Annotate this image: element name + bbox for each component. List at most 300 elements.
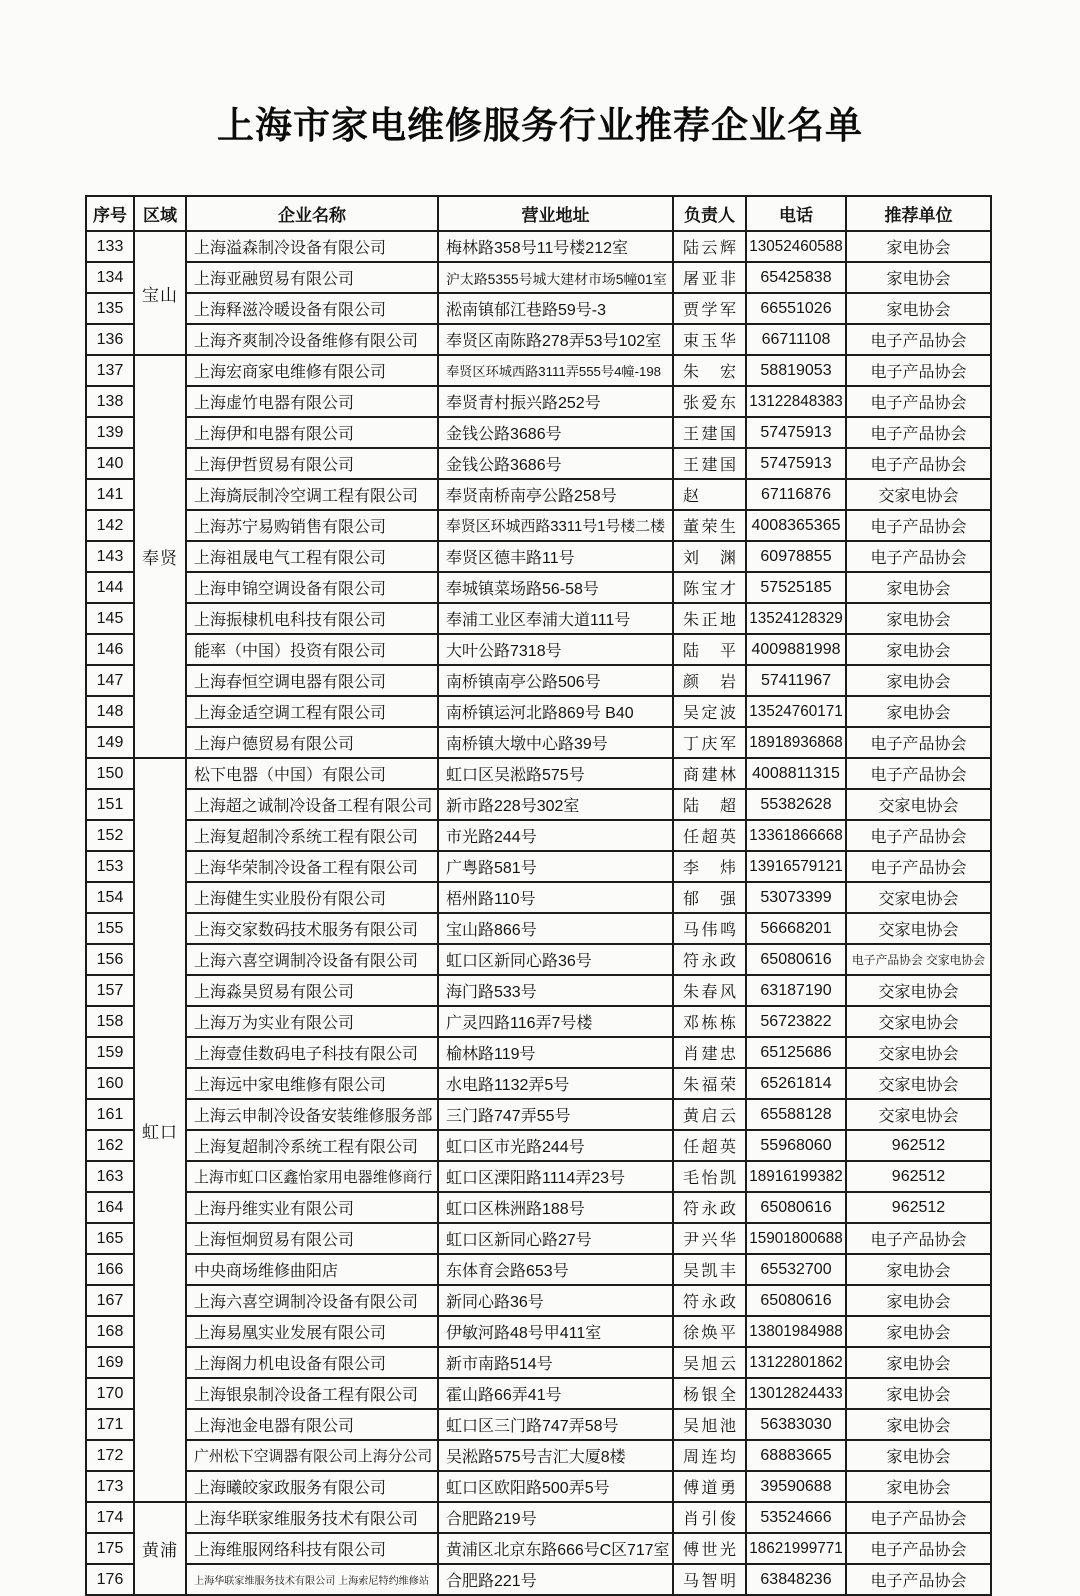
contact-person-cell: 王建国 [673, 448, 746, 479]
recommender-cell: 电子产品协会 交家电协会 [846, 944, 991, 975]
contact-person-cell: 任超英 [673, 1130, 746, 1161]
address-cell: 虹口区欧阳路500弄5号 [438, 1471, 673, 1502]
contact-person-cell: 黄启云 [673, 1099, 746, 1130]
recommender-cell: 交家电协会 [846, 975, 991, 1006]
contact-person-cell: 吴凯丰 [673, 1254, 746, 1285]
company-name-cell: 上海池金电器有限公司 [186, 1409, 438, 1440]
company-name-cell: 上海虚竹电器有限公司 [186, 386, 438, 417]
row-number-cell: 148 [86, 696, 134, 727]
row-number-cell: 162 [86, 1130, 134, 1161]
recommender-cell: 家电协会 [846, 665, 991, 696]
contact-person-cell: 陆云辉 [673, 231, 746, 262]
address-cell: 淞南镇郁江巷路59号-3 [438, 293, 673, 324]
address-cell: 水电路1132弄5号 [438, 1068, 673, 1099]
company-name-cell: 上海远中家电维修有限公司 [186, 1068, 438, 1099]
phone-cell: 18918936868 [746, 727, 846, 758]
table-row [86, 975, 991, 1006]
table-row [86, 758, 991, 789]
company-table-body [86, 231, 991, 1595]
phone-cell: 60978855 [746, 541, 846, 572]
contact-person-cell: 马智明 [673, 1564, 746, 1595]
address-cell: 虹口区市光路244号 [438, 1130, 673, 1161]
contact-person-cell: 吴旭云 [673, 1347, 746, 1378]
recommender-cell: 交家电协会 [846, 789, 991, 820]
row-number-cell: 158 [86, 1006, 134, 1037]
address-cell: 奉贤区南陈路278弄53号102室 [438, 324, 673, 355]
address-cell: 虹口区吴淞路575号 [438, 758, 673, 789]
company-name-cell: 上海金适空调工程有限公司 [186, 696, 438, 727]
table-row [86, 1378, 991, 1409]
contact-person-cell: 傅道勇 [673, 1471, 746, 1502]
recommender-cell: 电子产品协会 [846, 355, 991, 386]
row-number-cell: 139 [86, 417, 134, 448]
address-cell: 广粤路581号 [438, 851, 673, 882]
address-cell: 南桥镇大墩中心路39号 [438, 727, 673, 758]
phone-cell: 13916579121 [746, 851, 846, 882]
phone-cell: 13361866668 [746, 820, 846, 851]
phone-cell: 4009881998 [746, 634, 846, 665]
recommender-cell: 交家电协会 [846, 1006, 991, 1037]
row-number-cell: 157 [86, 975, 134, 1006]
address-cell: 奉贤南桥南亭公路258号 [438, 479, 673, 510]
recommender-cell: 电子产品协会 [846, 1223, 991, 1254]
recommender-cell: 家电协会 [846, 603, 991, 634]
phone-cell: 65080616 [746, 1192, 846, 1223]
contact-person-cell: 郁 强 [673, 882, 746, 913]
address-cell: 合肥路219号 [438, 1502, 673, 1533]
address-cell: 新市路228号302室 [438, 789, 673, 820]
phone-cell: 13801984988 [746, 1316, 846, 1347]
phone-cell: 13524128329 [746, 603, 846, 634]
company-name-cell: 上海春恒空调电器有限公司 [186, 665, 438, 696]
company-name-cell: 上海苏宁易购销售有限公司 [186, 510, 438, 541]
row-number-cell: 146 [86, 634, 134, 665]
recommender-cell: 电子产品协会 [846, 417, 991, 448]
contact-person-cell: 丁庆军 [673, 727, 746, 758]
contact-person-cell: 马伟鸣 [673, 913, 746, 944]
phone-cell: 65125686 [746, 1037, 846, 1068]
table-row [86, 231, 991, 262]
table-row [86, 1130, 991, 1161]
table-row [86, 510, 991, 541]
contact-person-cell: 吴旭池 [673, 1409, 746, 1440]
recommender-cell: 电子产品协会 [846, 1564, 991, 1595]
company-name-cell: 上海复超制冷系统工程有限公司 [186, 820, 438, 851]
company-name-cell: 上海宏商家电维修有限公司 [186, 355, 438, 386]
row-number-cell: 163 [86, 1161, 134, 1192]
contact-person-cell: 陆 平 [673, 634, 746, 665]
row-number-cell: 140 [86, 448, 134, 479]
phone-cell: 56668201 [746, 913, 846, 944]
contact-person-cell: 束玉华 [673, 324, 746, 355]
row-number-cell: 166 [86, 1254, 134, 1285]
table-row [86, 1440, 991, 1471]
company-name-cell: 上海户德贸易有限公司 [186, 727, 438, 758]
table-row [86, 541, 991, 572]
address-cell: 虹口区新同心路36号 [438, 944, 673, 975]
contact-person-cell: 陆 超 [673, 789, 746, 820]
company-name-cell: 上海六喜空调制冷设备有限公司 [186, 1285, 438, 1316]
address-cell: 奉城镇菜场路56-58号 [438, 572, 673, 603]
contact-person-cell: 朱福荣 [673, 1068, 746, 1099]
table-row [86, 1254, 991, 1285]
phone-cell: 13524760171 [746, 696, 846, 727]
table-row [86, 851, 991, 882]
company-name-cell: 上海阁力机电设备有限公司 [186, 1347, 438, 1378]
table-row [86, 913, 991, 944]
table-row [86, 1564, 991, 1595]
recommender-cell: 家电协会 [846, 231, 991, 262]
address-cell: 新市南路514号 [438, 1347, 673, 1378]
address-cell: 奉浦工业区奉浦大道111号 [438, 603, 673, 634]
phone-cell: 65080616 [746, 944, 846, 975]
phone-cell: 65532700 [746, 1254, 846, 1285]
company-name-cell: 松下电器（中国）有限公司 [186, 758, 438, 789]
recommender-cell: 交家电协会 [846, 1037, 991, 1068]
table-row [86, 1285, 991, 1316]
table-row [86, 1347, 991, 1378]
row-number-cell: 136 [86, 324, 134, 355]
phone-cell: 56723822 [746, 1006, 846, 1037]
recommender-cell: 962512 [846, 1161, 991, 1192]
company-name-cell: 上海旖辰制冷空调工程有限公司 [186, 479, 438, 510]
address-cell: 黄浦区北京东路666号C区717室 [438, 1533, 673, 1564]
recommender-cell: 交家电协会 [846, 1099, 991, 1130]
recommender-cell: 家电协会 [846, 1254, 991, 1285]
row-number-cell: 160 [86, 1068, 134, 1099]
address-cell: 梧州路110号 [438, 882, 673, 913]
table-row [86, 324, 991, 355]
row-number-cell: 175 [86, 1533, 134, 1564]
company-name-cell: 上海恒炯贸易有限公司 [186, 1223, 438, 1254]
phone-cell: 4008365365 [746, 510, 846, 541]
phone-cell: 39590688 [746, 1471, 846, 1502]
company-name-cell: 上海华联家维服务技术有限公司 [186, 1502, 438, 1533]
contact-person-cell: 周连均 [673, 1440, 746, 1471]
address-cell: 合肥路221号 [438, 1564, 673, 1595]
company-name-cell: 上海市虹口区鑫怡家用电器维修商行 [186, 1161, 438, 1192]
address-cell: 吴淞路575号吉汇大厦8楼 [438, 1440, 673, 1471]
row-number-cell: 174 [86, 1502, 134, 1533]
recommender-cell: 家电协会 [846, 1285, 991, 1316]
row-number-cell: 138 [86, 386, 134, 417]
table-row [86, 417, 991, 448]
table-row [86, 1068, 991, 1099]
recommender-cell: 电子产品协会 [846, 386, 991, 417]
table-row [86, 1223, 991, 1254]
row-number-cell: 142 [86, 510, 134, 541]
recommender-cell: 电子产品协会 [846, 727, 991, 758]
recommender-cell: 电子产品协会 [846, 820, 991, 851]
recommender-cell: 交家电协会 [846, 479, 991, 510]
address-cell: 新同心路36号 [438, 1285, 673, 1316]
company-name-cell: 上海银泉制冷设备工程有限公司 [186, 1378, 438, 1409]
row-number-cell: 150 [86, 758, 134, 789]
address-cell: 南桥镇南亭公路506号 [438, 665, 673, 696]
table-row [86, 386, 991, 417]
row-number-cell: 143 [86, 541, 134, 572]
table-row [86, 789, 991, 820]
recommender-cell: 家电协会 [846, 1316, 991, 1347]
phone-cell: 56383030 [746, 1409, 846, 1440]
contact-person-cell: 朱 宏 [673, 355, 746, 386]
contact-person-cell: 赵 [673, 479, 746, 510]
contact-person-cell: 颜 岩 [673, 665, 746, 696]
table-row [86, 1409, 991, 1440]
table-row [86, 1192, 991, 1223]
row-number-cell: 173 [86, 1471, 134, 1502]
contact-person-cell: 符永政 [673, 1285, 746, 1316]
recommender-cell: 电子产品协会 [846, 758, 991, 789]
row-number-cell: 144 [86, 572, 134, 603]
row-number-cell: 161 [86, 1099, 134, 1130]
address-cell: 海门路533号 [438, 975, 673, 1006]
contact-person-cell: 杨银全 [673, 1378, 746, 1409]
table-row [86, 1533, 991, 1564]
row-number-cell: 151 [86, 789, 134, 820]
recommender-cell: 家电协会 [846, 262, 991, 293]
phone-cell: 67116876 [746, 479, 846, 510]
recommender-cell: 家电协会 [846, 1378, 991, 1409]
address-cell: 梅林路358号11号楼212室 [438, 231, 673, 262]
company-name-cell: 中央商场维修曲阳店 [186, 1254, 438, 1285]
row-number-cell: 152 [86, 820, 134, 851]
company-name-cell: 上海华联家维服务技术有限公司 上海索尼特约维修站 [186, 1564, 438, 1595]
company-name-cell: 上海祖晟电气工程有限公司 [186, 541, 438, 572]
contact-person-cell: 董荣生 [673, 510, 746, 541]
row-number-cell: 133 [86, 231, 134, 262]
company-name-cell: 上海释滋冷暖设备有限公司 [186, 293, 438, 324]
recommender-cell: 交家电协会 [846, 913, 991, 944]
phone-cell: 57525185 [746, 572, 846, 603]
address-cell: 沪太路5355号城大建材市场5幢01室 [438, 262, 673, 293]
row-number-cell: 164 [86, 1192, 134, 1223]
address-cell: 金钱公路3686号 [438, 448, 673, 479]
row-number-cell: 167 [86, 1285, 134, 1316]
row-number-cell: 147 [86, 665, 134, 696]
row-number-cell: 165 [86, 1223, 134, 1254]
phone-cell: 68883665 [746, 1440, 846, 1471]
contact-person-cell: 肖建忠 [673, 1037, 746, 1068]
phone-cell: 65588128 [746, 1099, 846, 1130]
phone-cell: 13012824433 [746, 1378, 846, 1409]
table-row [86, 1037, 991, 1068]
address-cell: 三门路747弄55号 [438, 1099, 673, 1130]
contact-person-cell: 商建林 [673, 758, 746, 789]
address-cell: 虹口区株洲路188号 [438, 1192, 673, 1223]
row-number-cell: 176 [86, 1564, 134, 1595]
company-name-cell: 上海伊哲贸易有限公司 [186, 448, 438, 479]
header-cell-phone: 电话 [746, 196, 846, 231]
company-name-cell: 上海健生实业股份有限公司 [186, 882, 438, 913]
address-cell: 奉贤区环城西路3311号1号楼二楼 [438, 510, 673, 541]
row-number-cell: 171 [86, 1409, 134, 1440]
row-number-cell: 149 [86, 727, 134, 758]
contact-person-cell: 邓栋栋 [673, 1006, 746, 1037]
header-cell-recommender: 推荐单位 [846, 196, 991, 231]
table-row [86, 696, 991, 727]
company-name-cell: 上海齐爽制冷设备维修有限公司 [186, 324, 438, 355]
phone-cell: 4008811315 [746, 758, 846, 789]
table-row [86, 634, 991, 665]
row-number-cell: 156 [86, 944, 134, 975]
phone-cell: 13122801862 [746, 1347, 846, 1378]
row-number-cell: 159 [86, 1037, 134, 1068]
row-number-cell: 172 [86, 1440, 134, 1471]
recommender-cell: 家电协会 [846, 1409, 991, 1440]
address-cell: 大叶公路7318号 [438, 634, 673, 665]
company-name-cell: 广州松下空调器有限公司上海分公司 [186, 1440, 438, 1471]
table-row [86, 665, 991, 696]
phone-cell: 65425838 [746, 262, 846, 293]
row-number-cell: 154 [86, 882, 134, 913]
address-cell: 榆林路119号 [438, 1037, 673, 1068]
header-cell-company: 企业名称 [186, 196, 438, 231]
company-name-cell: 上海易凰实业发展有限公司 [186, 1316, 438, 1347]
recommender-cell: 家电协会 [846, 1471, 991, 1502]
recommender-cell: 电子产品协会 [846, 510, 991, 541]
contact-person-cell: 毛怡凯 [673, 1161, 746, 1192]
row-number-cell: 137 [86, 355, 134, 386]
table-row [86, 448, 991, 479]
header-cell-no: 序号 [86, 196, 134, 231]
table-row [86, 1161, 991, 1192]
table-row [86, 572, 991, 603]
recommender-cell: 家电协会 [846, 696, 991, 727]
row-number-cell: 170 [86, 1378, 134, 1409]
contact-person-cell: 刘 渊 [673, 541, 746, 572]
page-title: 上海市家电维修服务行业推荐企业名单 [217, 105, 863, 146]
table-row [86, 355, 991, 386]
address-cell: 宝山路866号 [438, 913, 673, 944]
company-name-cell: 上海复超制冷系统工程有限公司 [186, 1130, 438, 1161]
table-row [86, 262, 991, 293]
company-name-cell: 上海壹佳数码电子科技有限公司 [186, 1037, 438, 1068]
header-cell-address: 营业地址 [438, 196, 673, 231]
phone-cell: 15901800688 [746, 1223, 846, 1254]
table-row [86, 1471, 991, 1502]
phone-cell: 66551026 [746, 293, 846, 324]
phone-cell: 63187190 [746, 975, 846, 1006]
row-number-cell: 145 [86, 603, 134, 634]
address-cell: 虹口区溧阳路1114弄23号 [438, 1161, 673, 1192]
phone-cell: 66711108 [746, 324, 846, 355]
table-row [86, 820, 991, 851]
company-name-cell: 上海申锦空调设备有限公司 [186, 572, 438, 603]
recommender-cell: 电子产品协会 [846, 851, 991, 882]
phone-cell: 63848236 [746, 1564, 846, 1595]
header-cell-region: 区域 [134, 196, 186, 231]
recommender-cell: 电子产品协会 [846, 324, 991, 355]
address-cell: 霍山路66弄41号 [438, 1378, 673, 1409]
company-name-cell: 上海交家数码技术服务有限公司 [186, 913, 438, 944]
contact-person-cell: 屠亚非 [673, 262, 746, 293]
recommender-cell: 家电协会 [846, 293, 991, 324]
address-cell: 广灵四路116弄7号楼 [438, 1006, 673, 1037]
table-row [86, 603, 991, 634]
contact-person-cell: 傅世光 [673, 1533, 746, 1564]
recommender-cell: 电子产品协会 [846, 1502, 991, 1533]
contact-person-cell: 陈宝才 [673, 572, 746, 603]
address-cell: 奉贤区德丰路11号 [438, 541, 673, 572]
table-header-row [86, 196, 991, 231]
phone-cell: 65261814 [746, 1068, 846, 1099]
recommender-cell: 交家电协会 [846, 1068, 991, 1099]
table-row [86, 882, 991, 913]
company-name-cell: 上海曦皎家政服务有限公司 [186, 1471, 438, 1502]
contact-person-cell: 李 炜 [673, 851, 746, 882]
company-table [85, 195, 992, 1596]
contact-person-cell: 朱正地 [673, 603, 746, 634]
recommender-cell: 电子产品协会 [846, 541, 991, 572]
recommender-cell: 家电协会 [846, 1440, 991, 1471]
contact-person-cell: 贾学军 [673, 293, 746, 324]
contact-person-cell: 符永政 [673, 1192, 746, 1223]
phone-cell: 53524666 [746, 1502, 846, 1533]
contact-person-cell: 符永政 [673, 944, 746, 975]
table-row [86, 944, 991, 975]
company-name-cell: 上海振棣机电科技有限公司 [186, 603, 438, 634]
phone-cell: 55382628 [746, 789, 846, 820]
phone-cell: 65080616 [746, 1285, 846, 1316]
company-name-cell: 能率（中国）投资有限公司 [186, 634, 438, 665]
phone-cell: 18916199382 [746, 1161, 846, 1192]
row-number-cell: 134 [86, 262, 134, 293]
address-cell: 奉贤青村振兴路252号 [438, 386, 673, 417]
company-name-cell: 上海华荣制冷设备工程有限公司 [186, 851, 438, 882]
table-row [86, 727, 991, 758]
company-name-cell: 上海六喜空调制冷设备有限公司 [186, 944, 438, 975]
recommender-cell: 962512 [846, 1130, 991, 1161]
contact-person-cell: 肖引俊 [673, 1502, 746, 1533]
address-cell: 南桥镇运河北路869号 B40 [438, 696, 673, 727]
phone-cell: 57475913 [746, 417, 846, 448]
phone-cell: 55968060 [746, 1130, 846, 1161]
company-name-cell: 上海万为实业有限公司 [186, 1006, 438, 1037]
contact-person-cell: 尹兴华 [673, 1223, 746, 1254]
contact-person-cell: 吴定波 [673, 696, 746, 727]
company-name-cell: 上海超之诚制冷设备工程有限公司 [186, 789, 438, 820]
contact-person-cell: 王建国 [673, 417, 746, 448]
recommender-cell: 家电协会 [846, 572, 991, 603]
company-name-cell: 上海云申制冷设备安装维修服务部 [186, 1099, 438, 1130]
address-cell: 东体育会路653号 [438, 1254, 673, 1285]
phone-cell: 53073399 [746, 882, 846, 913]
row-number-cell: 153 [86, 851, 134, 882]
company-name-cell: 上海亚融贸易有限公司 [186, 262, 438, 293]
contact-person-cell: 徐焕平 [673, 1316, 746, 1347]
company-name-cell: 上海伊和电器有限公司 [186, 417, 438, 448]
company-name-cell: 上海淼昊贸易有限公司 [186, 975, 438, 1006]
row-number-cell: 169 [86, 1347, 134, 1378]
address-cell: 虹口区三门路747弄58号 [438, 1409, 673, 1440]
company-name-cell: 上海溢森制冷设备有限公司 [186, 231, 438, 262]
region-cell: 虹口 [134, 758, 186, 1502]
address-cell: 金钱公路3686号 [438, 417, 673, 448]
company-name-cell: 上海维服网络科技有限公司 [186, 1533, 438, 1564]
row-number-cell: 135 [86, 293, 134, 324]
region-cell: 黄浦 [134, 1502, 186, 1595]
recommender-cell: 家电协会 [846, 1347, 991, 1378]
address-cell: 市光路244号 [438, 820, 673, 851]
region-cell: 宝山 [134, 231, 186, 355]
row-number-cell: 155 [86, 913, 134, 944]
recommender-cell: 家电协会 [846, 634, 991, 665]
address-cell: 伊敏河路48号甲411室 [438, 1316, 673, 1347]
table-row [86, 1006, 991, 1037]
recommender-cell: 962512 [846, 1192, 991, 1223]
table-row [86, 293, 991, 324]
